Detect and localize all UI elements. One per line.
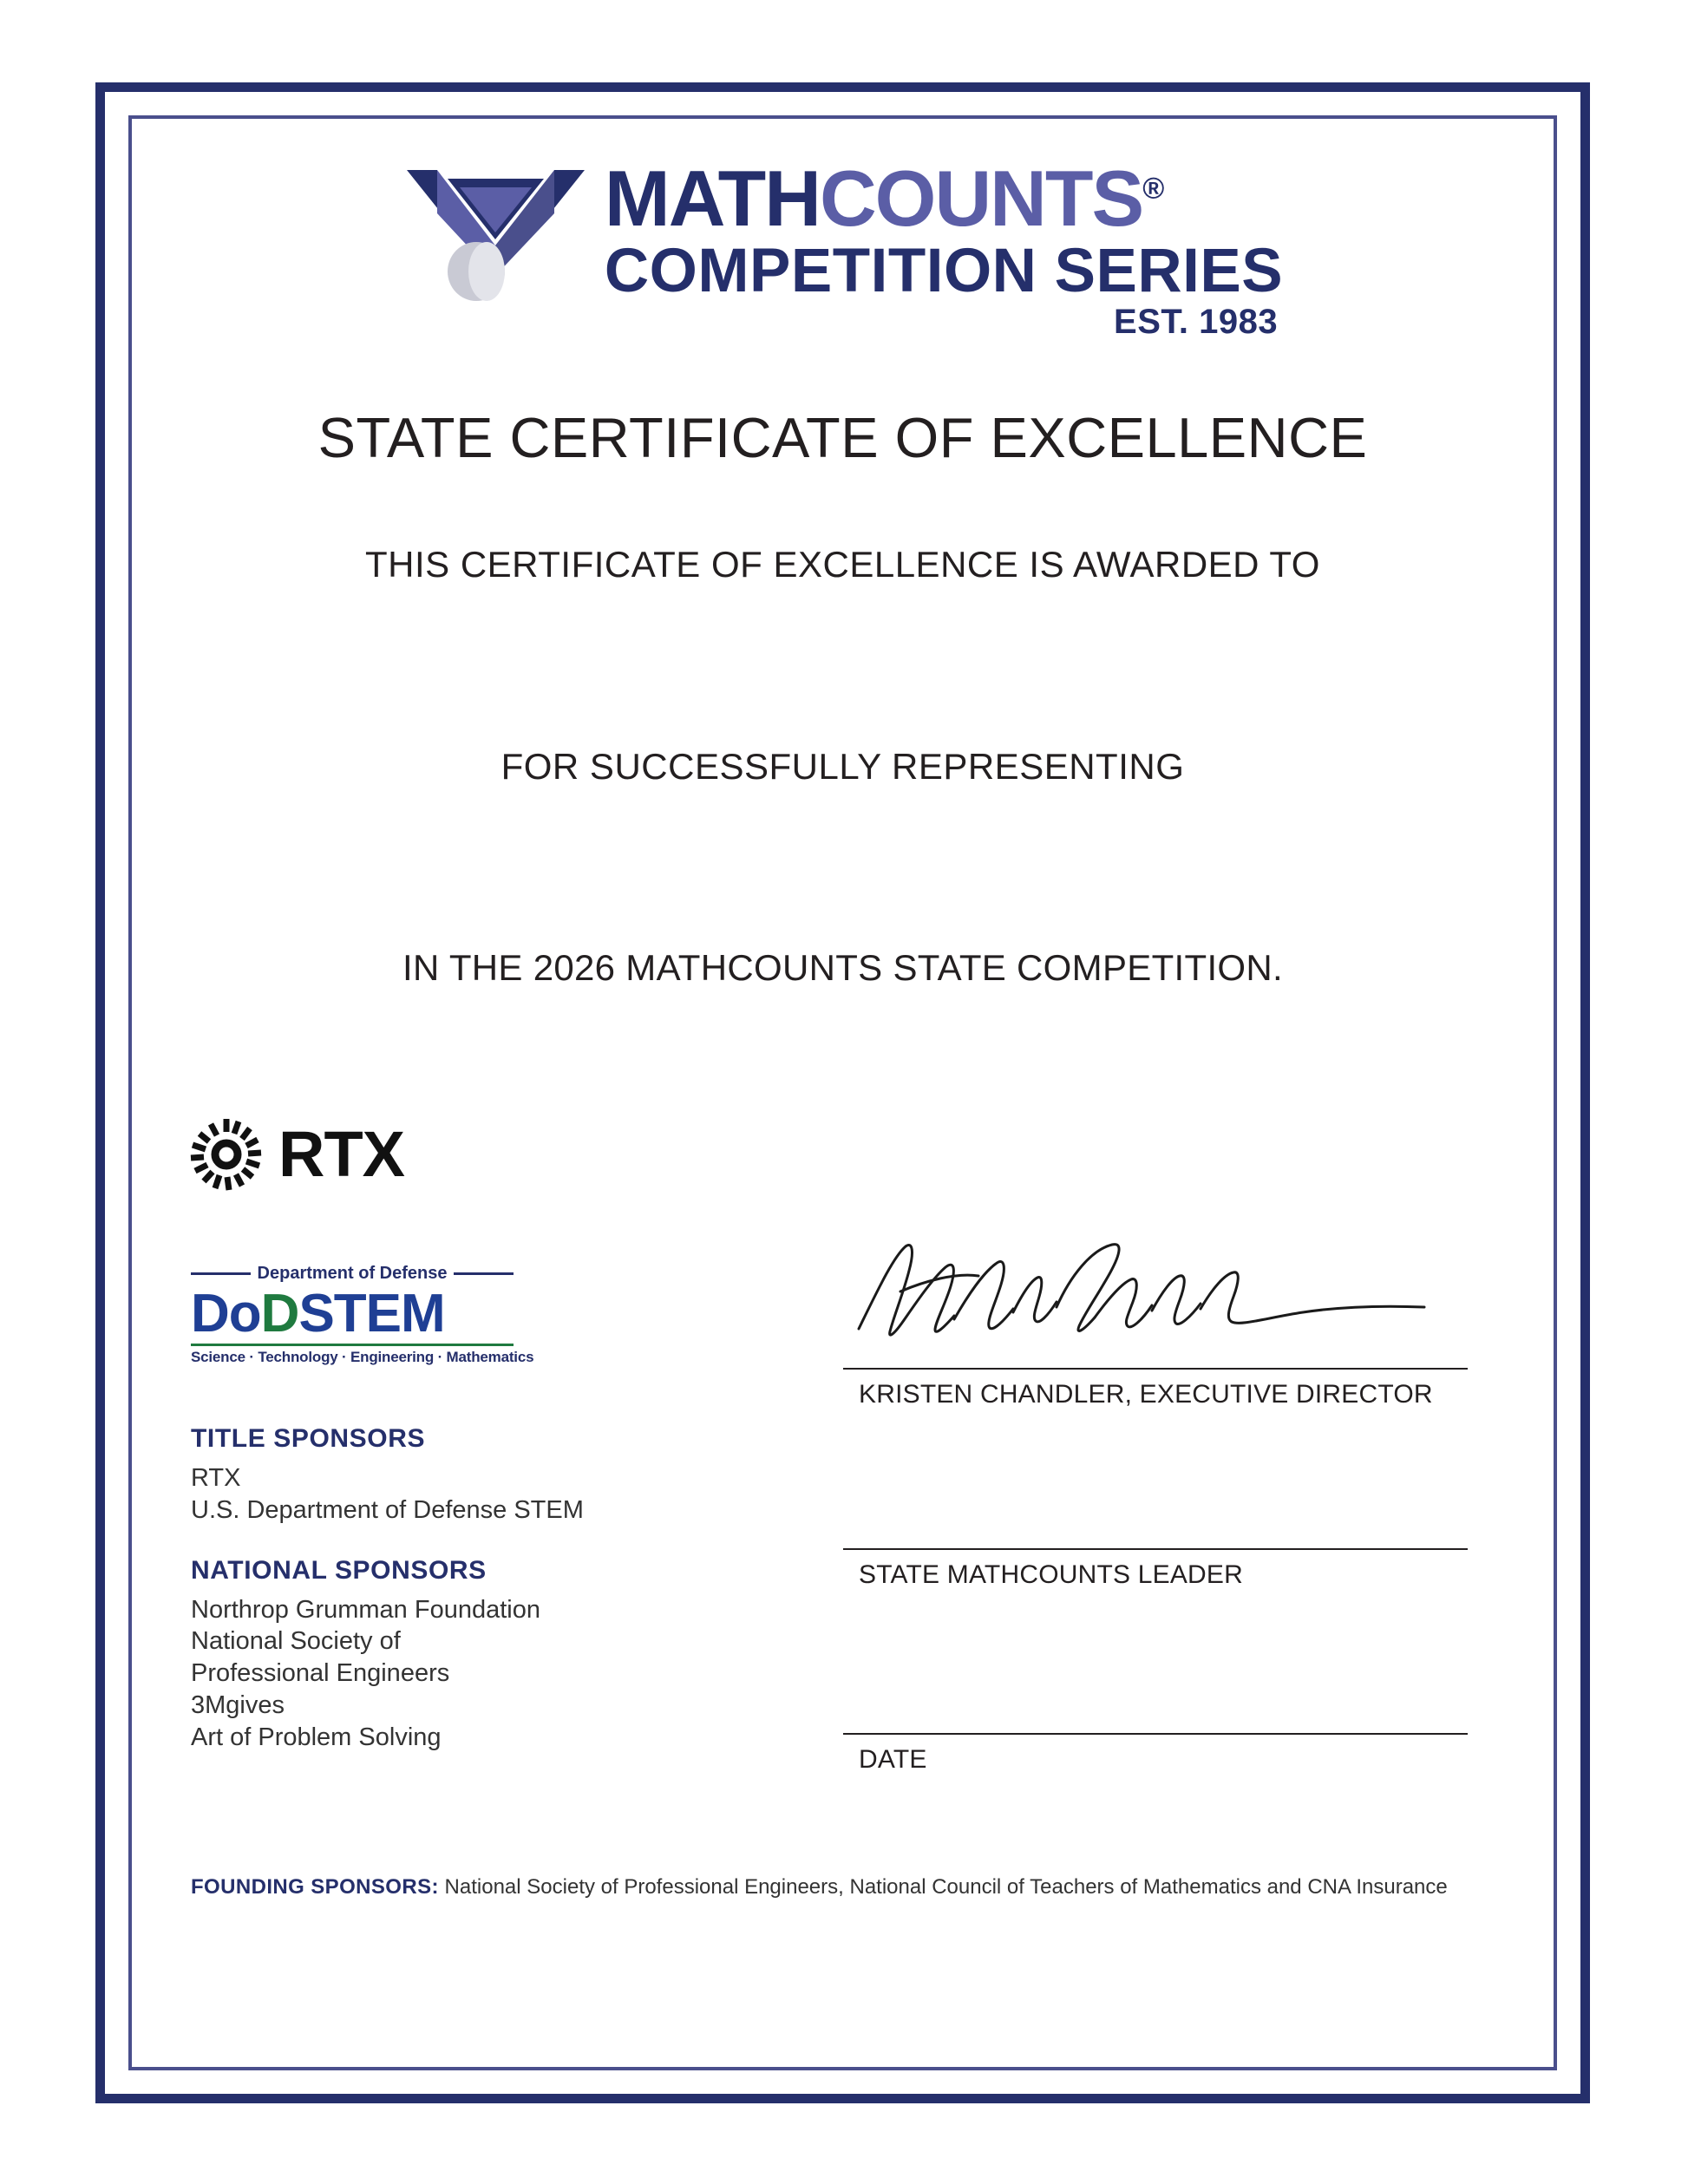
signature-rule: [843, 1733, 1468, 1735]
dod-top-rule: [191, 1264, 514, 1284]
school-name-field[interactable]: [132, 821, 1554, 865]
signature-rule: [843, 1368, 1468, 1370]
dod-wordmark-do: Do: [191, 1284, 261, 1344]
dod-rule-left: [191, 1272, 251, 1275]
signature-rule: [843, 1548, 1468, 1550]
awarded-to-line: THIS CERTIFICATE OF EXCELLENCE IS AWARDED TO: [365, 544, 1320, 585]
logo-established: EST. 1983: [1114, 303, 1279, 342]
rtx-logo: [188, 1116, 404, 1193]
competition-line: IN THE 2026 MATHCOUNTS STATE COMPETITION.: [402, 947, 1283, 988]
signature-label-state-leader: STATE MATHCOUNTS LEADER: [859, 1560, 1243, 1589]
dod-disciplines: Science · Technology · Engineering · Mathematics: [191, 1344, 514, 1366]
dod-wordmark-d: D: [260, 1284, 299, 1344]
national-sponsors-heading: NATIONAL SPONSORS: [191, 1555, 487, 1585]
logo-brand-line: [604, 155, 1283, 243]
logo-brand-math: MATH: [604, 155, 820, 243]
founding-sponsors: [191, 1875, 1492, 1900]
founding-sponsors-label: FOUNDING SPONSORS:: [191, 1875, 439, 1899]
rtx-wordmark: RTX: [278, 1118, 404, 1190]
list-item: Northrop Grumman Foundation: [191, 1595, 540, 1624]
signature-state-leader[interactable]: [843, 1548, 1468, 1590]
logo-subtitle: COMPETITION SERIES: [604, 236, 1284, 305]
logo-brand-counts: COUNTS: [819, 155, 1143, 243]
dod-wordmark-stem: STEM: [298, 1284, 445, 1344]
founding-sponsors-text: National Society of Professional Engineers, National Council of Teachers of Mathematics and CNA Insurance: [438, 1875, 1448, 1899]
signature-label-date: DATE: [859, 1745, 927, 1774]
dod-rule-right: [454, 1272, 514, 1275]
medal-icon: [402, 163, 589, 319]
recipient-name-field[interactable]: [132, 618, 1554, 662]
sponsors-panel: [191, 1424, 607, 1754]
list-item: National Society of: [191, 1627, 401, 1656]
page-title: STATE CERTIFICATE OF EXCELLENCE: [317, 406, 1368, 469]
dod-wordmark: [191, 1285, 514, 1342]
rtx-mark-icon: [188, 1116, 265, 1193]
signature-date[interactable]: [843, 1733, 1468, 1775]
list-item: Professional Engineers: [191, 1659, 450, 1688]
representing-line: FOR SUCCESSFULLY REPRESENTING: [501, 746, 1185, 787]
mathcounts-logo: [132, 155, 1554, 342]
signature-executive-director: [843, 1246, 1468, 1368]
title-sponsors-heading: TITLE SPONSORS: [191, 1424, 426, 1453]
list-item: 3Mgives: [191, 1691, 285, 1720]
handwritten-signature-icon: [852, 1238, 1459, 1355]
dod-stem-logo: [191, 1264, 534, 1366]
signature-label-executive-director: KRISTEN CHANDLER, EXECUTIVE DIRECTOR: [859, 1380, 1433, 1409]
certificate-content: [132, 119, 1554, 2067]
dod-department-label: Department of Defense: [257, 1264, 448, 1283]
list-item: U.S. Department of Defense STEM: [191, 1495, 584, 1524]
registered-mark-icon: ®: [1142, 172, 1165, 206]
sponsors-spacer: [191, 1527, 607, 1556]
list-item: Art of Problem Solving: [191, 1723, 442, 1751]
signature-area: [843, 1246, 1468, 1775]
list-item: RTX: [191, 1464, 241, 1492]
